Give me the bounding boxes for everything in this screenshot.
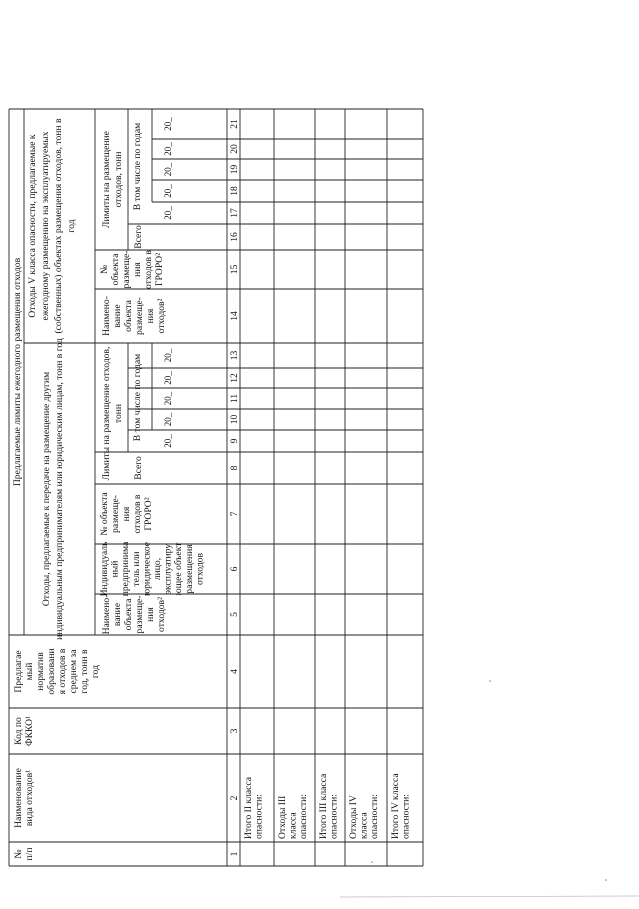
col-header-norm: норматив (35, 652, 46, 691)
total-header-own: Всего (133, 225, 144, 249)
column-number: 13 (229, 350, 240, 361)
col-header-norm: Предлагае (13, 650, 24, 693)
limits-header-own: Лимиты на размещение (101, 131, 112, 228)
column-number: 1 (229, 851, 240, 857)
col-header-own-groro: ГРОРО² (154, 252, 165, 287)
column-number: 18 (229, 186, 240, 196)
scan-artifacts (340, 680, 639, 897)
col-header-operator: тель или (130, 551, 142, 587)
col-header-own-object-name: вание (112, 304, 123, 328)
year-header: 20_ (163, 434, 173, 448)
col-header-waste-name: Наименование (13, 768, 24, 828)
year-header: 20_ (163, 348, 173, 363)
row-label: Итого IV класса (390, 773, 401, 839)
col-header-fkko-code: ФККО¹ (24, 716, 35, 746)
col-header-norm: среднем за (68, 649, 79, 694)
col-header-groro: отходов в (132, 494, 143, 534)
group-title-own: год (66, 219, 77, 233)
scan-speck (489, 680, 491, 682)
col-header-own-groro: отходов в (143, 250, 154, 289)
column-number: 5 (229, 612, 240, 617)
col-header-norm: образовани (46, 648, 57, 695)
column-number: 17 (229, 208, 240, 218)
col-header-groro: № объекта (99, 492, 110, 536)
total-header: Всего (133, 456, 144, 480)
row-label: Отходы III (277, 795, 288, 839)
col-header-own-groro: размеще- (121, 250, 132, 289)
year-header: 20_ (163, 412, 173, 427)
col-header-operator: размещения (183, 544, 195, 594)
column-number: 6 (229, 566, 240, 572)
col-header-object-name: объекта (123, 598, 134, 631)
column-number: 4 (229, 669, 240, 674)
row-label: Итого III класса (318, 773, 329, 839)
column-number: 3 (229, 728, 240, 734)
col-header-own-object-name: отходов² (156, 298, 167, 334)
scan-speck (371, 861, 373, 863)
by-years-header: В том числе по годам (132, 353, 143, 442)
scan-speck (605, 879, 607, 881)
col-header-operator: предпринима (120, 541, 132, 597)
column-number: 16 (229, 232, 240, 242)
col-header-own-object-name: Наимено- (101, 296, 112, 336)
row-label: опасности: (298, 794, 309, 839)
year-header-own: 20_ (163, 162, 173, 177)
year-header: 20_ (163, 371, 173, 385)
limits-header-transfer: Лимиты на размещение отходов, (101, 346, 112, 481)
col-header-object-name: Наимено- (101, 594, 112, 635)
row-label: Итого II класса (243, 776, 254, 839)
col-header-fkko-code: Код по (13, 717, 24, 745)
col-header-object-name: ния (145, 607, 156, 622)
column-number: 7 (229, 511, 240, 517)
col-header-own-groro: ния (132, 262, 143, 277)
col-header-operator: эксплуатиру (162, 543, 174, 595)
col-header-operator: Индивидуаль (99, 541, 110, 597)
col-header-norm: год, тонн в (79, 649, 90, 694)
col-header-operator: ный (109, 560, 121, 578)
column-number: 15 (229, 264, 240, 275)
col-header-groro: ГРОРО² (143, 497, 154, 531)
column-number: 11 (229, 393, 240, 404)
year-header: 20_ (163, 391, 173, 406)
col-header-norm: я отходов в (57, 648, 68, 695)
col-header-norm: год (90, 664, 101, 679)
column-number: 10 (229, 414, 240, 425)
scan-edge-line (340, 896, 639, 897)
column-number: 20 (229, 144, 240, 154)
column-number: 19 (229, 164, 240, 175)
col-header-number: № (13, 849, 24, 859)
col-header-object-name: отходов² (156, 597, 167, 632)
col-header-own-groro: № (99, 264, 110, 275)
col-header-own-object-name: размеще- (134, 297, 145, 335)
year-header-own: 20_ (163, 206, 173, 220)
column-number: 8 (229, 465, 240, 471)
col-header-operator: юридическое (141, 541, 153, 597)
col-header-groro: ния (121, 506, 132, 522)
col-header-own-object-name: объекта (123, 300, 134, 332)
col-header-waste-name: вида отходов¹ (24, 769, 35, 827)
row-label: опасности: (369, 794, 380, 839)
row-label: опасности: (253, 794, 265, 839)
col-header-object-name: вание (112, 602, 123, 627)
col-header-number: п/п (24, 847, 35, 861)
table-title: Предлагаемые лимиты ежегодного размещения отходов (12, 257, 23, 487)
limits-header-transfer: тонн (113, 403, 124, 424)
year-header-own: 20_ (163, 184, 173, 198)
group-title-transfer: Отходы, предлагаемые к передаче на размещение другим (41, 371, 52, 607)
col-header-own-object-name: ния (145, 308, 156, 324)
group-title-own: (собственных) объектах размещения отходов, тонн в (53, 118, 64, 334)
column-number: 9 (229, 438, 240, 444)
row-label: опасности: (400, 794, 412, 839)
by-years-header-own: В том числе по годам (132, 122, 143, 211)
row-label: класса (358, 812, 370, 839)
row-label: класса (287, 812, 299, 839)
limits-header-own: отходов, тонн (113, 151, 124, 208)
col-header-operator: лицо, (152, 557, 163, 581)
col-header-operator: ющее объект (173, 542, 185, 596)
year-header-own: 20_ (163, 142, 173, 156)
year-header-own: 20_ (163, 117, 173, 131)
col-header-norm: мый (24, 662, 35, 681)
column-number: 14 (229, 311, 240, 321)
col-header-groro: размеще- (110, 495, 121, 533)
col-header-own-groro: объекта (110, 253, 121, 286)
row-label: Отходы IV (348, 795, 359, 839)
col-header-operator: отходов (194, 552, 206, 586)
group-title-transfer: индивидуальным предпринимателям или юридическим лицам, тонн в год (54, 338, 65, 640)
row-label: опасности: (328, 794, 340, 839)
column-number: 2 (229, 795, 240, 801)
column-number: 12 (229, 373, 240, 383)
group-title-own: ежегодному размещению на эксплуатируемых (40, 131, 51, 321)
column-number: 21 (229, 119, 240, 129)
group-title-own: Отходы V класса опасности, предлагаемые к (27, 134, 38, 318)
col-header-object-name: размеще- (134, 595, 145, 634)
